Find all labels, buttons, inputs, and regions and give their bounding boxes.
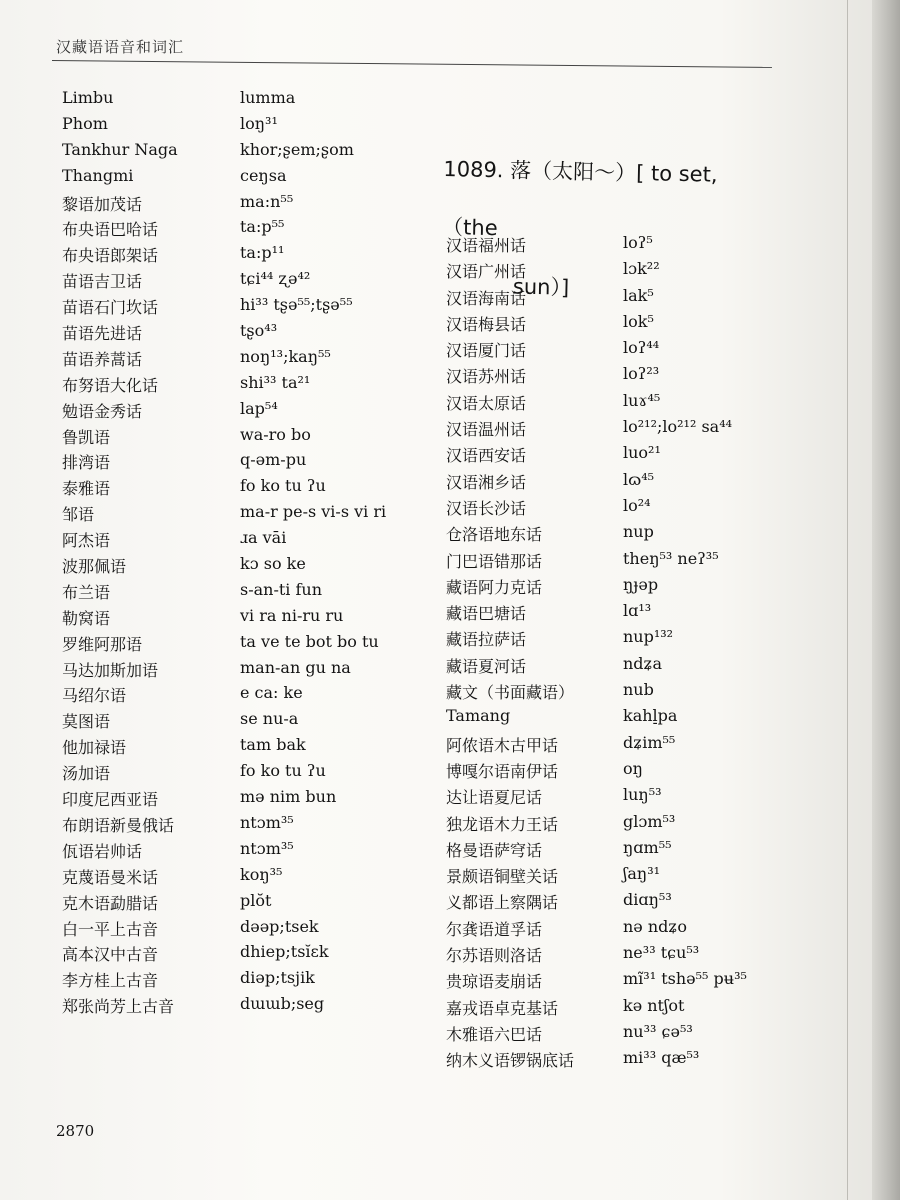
- entry-row: [62, 321, 402, 347]
- language-name: 布央语郎架话: [62, 246, 159, 266]
- word-form: vi ra ni-ru ru: [240, 605, 344, 625]
- entry-row: [446, 890, 806, 916]
- entry-row: [446, 417, 806, 443]
- right-column: [446, 233, 806, 1075]
- word-form: plŏt: [240, 890, 272, 910]
- language-name: 景颇语铜壁关话: [446, 867, 559, 887]
- language-name: 纳木义语锣锅底话: [446, 1051, 575, 1071]
- entry-row: [62, 787, 402, 813]
- language-name: 汉语温州话: [446, 420, 527, 440]
- entry-row: [62, 580, 402, 606]
- word-form: tɕi⁴⁴ ʐə⁴²: [240, 269, 311, 289]
- language-name: 贵琼语麦崩话: [446, 972, 543, 992]
- entry-row: [62, 140, 402, 166]
- language-name: 藏语夏河话: [446, 656, 527, 676]
- language-name: 苗语养蒿话: [62, 349, 143, 369]
- language-name: 他加禄语: [62, 738, 127, 758]
- entry-row: [62, 528, 402, 554]
- entry-heading-line1: 1089. 落（太阳～）[ to set, （the: [441, 156, 718, 241]
- entry-row: [446, 1022, 806, 1048]
- word-form: ʃaŋ³¹: [623, 864, 661, 884]
- word-form: man-an gu na: [240, 657, 351, 677]
- entry-row: [446, 785, 806, 811]
- word-form: ntɔm³⁵: [240, 812, 294, 832]
- entry-row: [62, 709, 402, 735]
- word-form: mĩ³¹ tshə⁵⁵ pʉ³⁵: [623, 969, 747, 989]
- language-name: 波那佩语: [62, 557, 127, 577]
- language-name: 嘉戎语卓克基话: [446, 998, 559, 1018]
- language-name: 勉语金秀话: [62, 401, 143, 421]
- language-name: 格曼语萨穹话: [446, 840, 543, 860]
- entry-row: [446, 575, 806, 601]
- word-form: koŋ³⁵: [240, 864, 283, 884]
- entry-row: [62, 865, 402, 891]
- language-name: 独龙语木力王话: [446, 814, 559, 834]
- word-form: s-an-ti fun: [240, 579, 323, 599]
- word-form: lap⁵⁴: [240, 398, 278, 418]
- language-name: 汉语太原话: [446, 393, 527, 413]
- word-form: noŋ¹³;kaŋ⁵⁵: [240, 346, 331, 366]
- language-name: 阿杰语: [62, 531, 111, 551]
- language-name: 汉语湘乡话: [446, 472, 527, 492]
- entry-row: [62, 192, 402, 218]
- page-edge-shadow: [872, 0, 900, 1200]
- entry-row: [446, 996, 806, 1022]
- language-name: 藏语拉萨话: [446, 630, 527, 650]
- language-name: 黎语加茂话: [62, 194, 143, 214]
- language-name: 布努语大化话: [62, 375, 159, 395]
- language-name: 李方桂上古音: [62, 971, 159, 991]
- language-name: Tamang: [446, 706, 511, 726]
- language-name: 佤语岩帅话: [62, 841, 143, 861]
- word-form: wa-ro bo: [240, 424, 311, 444]
- language-name: 汤加语: [62, 764, 111, 784]
- word-form: hi³³ tʂə⁵⁵;tʂə⁵⁵: [240, 295, 353, 315]
- language-name: 布央语巴哈话: [62, 220, 159, 240]
- language-name: 尔龚语道孚话: [446, 919, 543, 939]
- entry-row: [446, 969, 806, 995]
- language-name: 博嘎尔语南伊话: [446, 761, 559, 781]
- word-form: ma:n⁵⁵: [240, 191, 294, 211]
- language-name: Phom: [62, 113, 108, 133]
- word-form: dhiep;tsĭɛk: [240, 942, 329, 962]
- entry-row: [62, 450, 402, 476]
- entry-row: [446, 522, 806, 548]
- word-form: dʑim⁵⁵: [623, 732, 676, 752]
- word-form: lak⁵: [623, 285, 654, 305]
- entry-row: [62, 88, 402, 114]
- entry-row: [62, 243, 402, 269]
- language-name: Limbu: [62, 88, 114, 107]
- language-name: 苗语吉卫话: [62, 272, 143, 292]
- entry-row: [62, 373, 402, 399]
- language-name: 汉语西安话: [446, 446, 527, 466]
- word-form: lumma: [240, 88, 296, 107]
- word-form: se nu-a: [240, 709, 299, 729]
- entry-row: [446, 943, 806, 969]
- word-form: lo²¹²;lo²¹² sa⁴⁴: [623, 417, 733, 437]
- entry-row: [446, 812, 806, 838]
- word-form: khor;ʂem;ʂom: [240, 139, 354, 159]
- word-form: tʂo⁴³: [240, 321, 278, 341]
- language-name: 门巴语错那话: [446, 551, 543, 571]
- word-form: mə nim bun: [240, 787, 337, 807]
- word-form: loʔ⁵: [623, 233, 653, 252]
- left-column: [62, 88, 402, 1020]
- page-number: 2870: [56, 1122, 95, 1140]
- header-rule: [52, 60, 772, 68]
- entry-row: [62, 554, 402, 580]
- word-form: ta:p⁵⁵: [240, 217, 285, 237]
- page-fold-line: [847, 0, 848, 1200]
- entry-row: [62, 891, 402, 917]
- language-name: 邹语: [62, 505, 95, 525]
- language-name: 勒窝语: [62, 608, 111, 628]
- language-name: 木雅语六巴话: [446, 1024, 543, 1044]
- word-form: e ca: ke: [240, 683, 303, 703]
- entry-row: [62, 735, 402, 761]
- word-form: ceŋsa: [240, 165, 287, 185]
- word-form: ɹa vāi: [240, 528, 287, 548]
- word-form: loŋ³¹: [240, 113, 278, 133]
- language-name: 马绍尔语: [62, 686, 127, 706]
- entry-row: [446, 733, 806, 759]
- word-form: lo²⁴: [623, 495, 651, 515]
- language-name: 达让语夏尼话: [446, 788, 543, 808]
- word-form: ne³³ tɕu⁵³: [623, 943, 700, 963]
- language-name: 莫图语: [62, 712, 111, 732]
- language-name: 仓洛语地东话: [446, 525, 543, 545]
- word-form: loʔ⁴⁴: [623, 338, 660, 358]
- entry-row: [446, 627, 806, 653]
- entry-row: [62, 813, 402, 839]
- entry-row: [446, 759, 806, 785]
- language-name: 罗维阿那语: [62, 634, 143, 654]
- language-name: 藏语阿力克话: [446, 577, 543, 597]
- language-name: 克木语勐腊话: [62, 893, 159, 913]
- language-name: 汉语福州话: [446, 236, 527, 255]
- language-name: 白一平上古音: [62, 919, 159, 939]
- entry-row: [62, 683, 402, 709]
- word-form: ŋɟəp: [623, 574, 659, 594]
- word-form: luŋ⁵³: [623, 785, 662, 805]
- language-name: 苗语先进话: [62, 324, 143, 344]
- word-form: nup¹³²: [623, 627, 674, 647]
- language-name: 郑张尚芳上古音: [62, 997, 175, 1017]
- language-name: 汉语海南话: [446, 288, 527, 308]
- entry-row: [62, 295, 402, 321]
- language-name: 阿侬语木古甲话: [446, 735, 559, 755]
- entry-row: [446, 917, 806, 943]
- entry-row: [446, 1048, 806, 1074]
- entry-row: [62, 269, 402, 295]
- word-form: luo²¹: [623, 443, 661, 463]
- word-form: kə ntʃot: [623, 995, 685, 1015]
- word-form: theŋ⁵³ neʔ³⁵: [623, 548, 719, 568]
- language-name: 泰雅语: [62, 479, 111, 499]
- entry-row: [446, 233, 806, 259]
- word-form: lɷ⁴⁵: [623, 469, 655, 489]
- word-form: shi³³ ta²¹: [240, 372, 311, 392]
- entry-row: [62, 347, 402, 373]
- language-name: Thangmi: [62, 165, 134, 185]
- language-name: 马达加斯加语: [62, 660, 159, 680]
- entry-heading-line2: sun）]: [512, 274, 570, 300]
- word-form: ndʑa: [623, 653, 663, 673]
- word-form: kahl̠pa: [623, 706, 678, 726]
- word-form: nu³³ ɕə⁵³: [623, 1021, 693, 1041]
- language-name: 汉语长沙话: [446, 498, 527, 518]
- language-name: 布朗语新曼俄话: [62, 815, 175, 835]
- word-form: q-əm-pu: [240, 450, 307, 470]
- word-form: kɔ so ke: [240, 554, 306, 574]
- language-name: 布兰语: [62, 582, 111, 602]
- word-form: tam bak: [240, 735, 306, 755]
- word-form: ta ve te bot bo tu: [240, 631, 379, 651]
- entry-row: [446, 312, 806, 338]
- word-form: loʔ²³: [623, 364, 660, 384]
- language-name: 高本汉中古音: [62, 945, 159, 965]
- word-form: ta:p¹¹: [240, 243, 285, 263]
- language-name: 义都语上察隅话: [446, 893, 559, 913]
- entry-row: [446, 838, 806, 864]
- language-name: 汉语苏州话: [446, 367, 527, 387]
- entry-row: [62, 166, 402, 192]
- entry-row: [62, 502, 402, 528]
- entry-row: [446, 680, 806, 706]
- language-name: 藏语巴塘话: [446, 604, 527, 624]
- word-form: ŋɑm⁵⁵: [623, 837, 672, 857]
- entry-row: [62, 217, 402, 243]
- word-form: diəp;tsjik: [240, 968, 315, 988]
- word-form: ma-r pe-s vi-s vi ri: [240, 502, 387, 522]
- word-form: dəəp;tsek: [240, 916, 319, 936]
- entry-row: [62, 839, 402, 865]
- word-form: lɔk²²: [623, 259, 660, 279]
- word-form: diɑŋ⁵³: [623, 890, 672, 910]
- entry-row: [62, 476, 402, 502]
- language-name: 鲁凯语: [62, 427, 111, 447]
- entry-row: [446, 259, 806, 285]
- word-form: fo ko tu ʔu: [240, 761, 326, 781]
- word-form: ntɔm³⁵: [240, 838, 294, 858]
- language-name: 克蔑语曼米话: [62, 867, 159, 887]
- word-form: nub: [623, 680, 654, 700]
- language-name: 汉语广州话: [446, 262, 527, 282]
- entry-row: [62, 658, 402, 684]
- entry-row: [446, 601, 806, 627]
- language-name: 印度尼西亚语: [62, 790, 159, 810]
- entry-row: [446, 496, 806, 522]
- word-form: mi³³ qæ⁵³: [623, 1048, 700, 1068]
- entry-row: [62, 114, 402, 140]
- entry-row: [62, 399, 402, 425]
- word-form: lok⁵: [623, 311, 654, 331]
- word-form: nə ndʑo: [623, 916, 687, 936]
- entry-row: [446, 443, 806, 469]
- entry-row: [62, 917, 402, 943]
- language-name: 藏文（书面藏语）: [446, 683, 575, 703]
- language-name: Tankhur Naga: [62, 139, 178, 159]
- word-form: fo ko tu ʔu: [240, 476, 326, 496]
- entry-row: [446, 706, 806, 732]
- language-name: 排湾语: [62, 453, 111, 473]
- entry-row: [446, 391, 806, 417]
- entry-row: [446, 549, 806, 575]
- entry-row: [446, 470, 806, 496]
- language-name: 汉语厦门话: [446, 341, 527, 361]
- word-form: nup: [623, 522, 654, 542]
- entry-row: [446, 338, 806, 364]
- word-form: luɤ⁴⁵: [623, 390, 661, 410]
- entry-row: [62, 994, 402, 1020]
- entry-row: [62, 632, 402, 658]
- word-form: oŋ: [623, 758, 643, 778]
- entry-row: [446, 286, 806, 312]
- entry-row: [62, 761, 402, 787]
- entry-row: [62, 606, 402, 632]
- language-name: 苗语石门坎话: [62, 298, 159, 318]
- word-form: lɑ¹³: [623, 601, 652, 621]
- running-head: 汉藏语语音和词汇: [56, 38, 185, 56]
- language-name: 汉语梅县话: [446, 314, 527, 334]
- word-form: glɔm⁵³: [623, 811, 676, 831]
- language-name: 尔苏语则洛话: [446, 946, 543, 966]
- entry-row: [62, 968, 402, 994]
- entry-row: [446, 364, 806, 390]
- entry-row: [446, 864, 806, 890]
- entry-row: [62, 942, 402, 968]
- entry-row: [446, 654, 806, 680]
- entry-row: [62, 425, 402, 451]
- word-form: dɯɯb;seg: [240, 994, 325, 1014]
